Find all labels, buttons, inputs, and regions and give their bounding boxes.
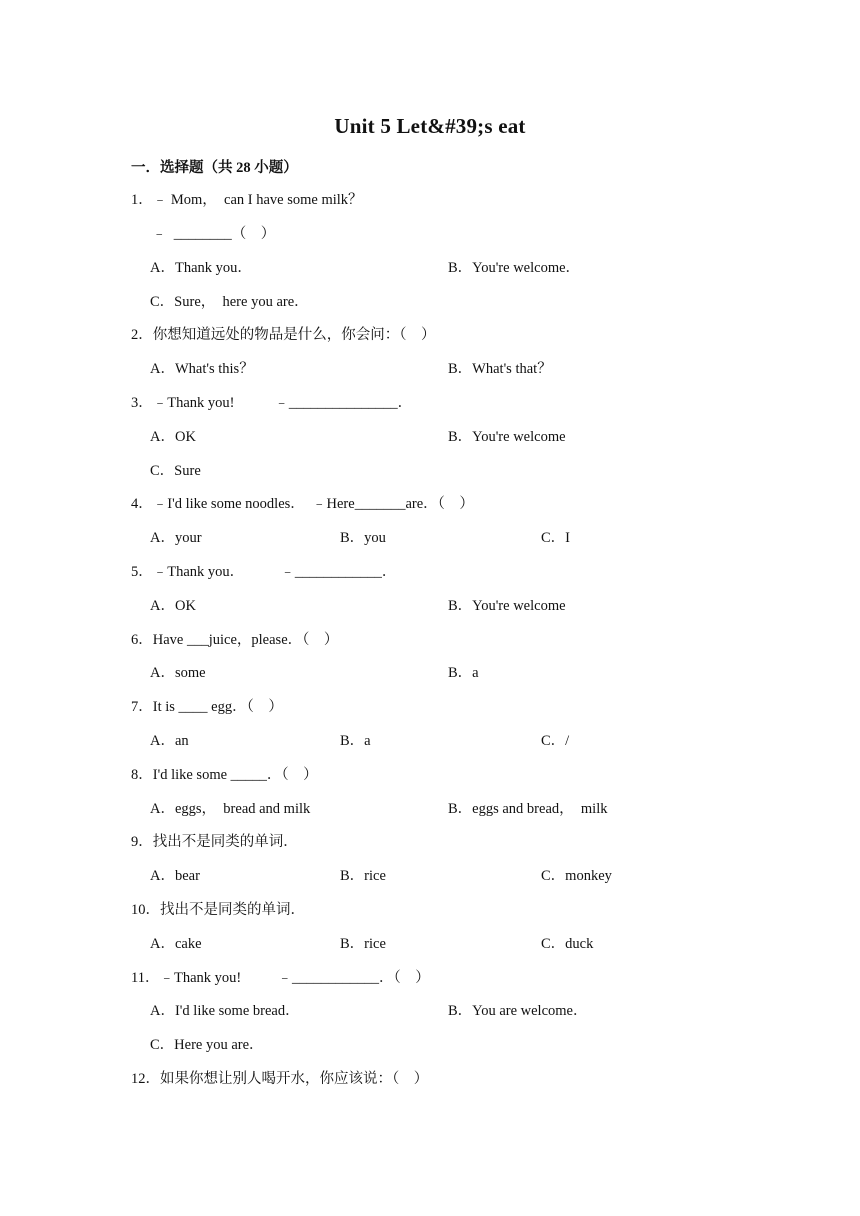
question-11-option-c: C．Here you are． [150,1037,264,1053]
question-8-option-a: A．eggs， bread and milk [150,801,311,817]
question-9-option-b: B．rice [340,868,386,884]
question-6-option-b: B．a [448,665,479,681]
question-10-option-b: B．rice [340,936,386,952]
question-4-option-a: A．your [150,530,202,546]
question-3-stem: 3．﹣Thank you! ﹣_______________． [131,395,413,411]
question-4-option-c: C．I [541,530,570,546]
question-3-option-a: A．OK [150,429,196,445]
question-1-option-b: B．You're welcome． [448,260,581,276]
page-title: Unit 5 Let&#39;s eat [334,114,526,138]
question-3-option-c: C．Sure [150,463,201,479]
question-7-stem: 7．It is ____ egg．（ ） [131,699,283,715]
section-heading: 一．选择题（共 28 小题） [131,160,298,176]
question-6-stem: 6．Have ___juice，please．（ ） [131,632,339,648]
question-9-option-c: C．monkey [541,868,612,884]
question-4-stem: 4．﹣I'd like some noodles． ﹣Here_______are．（ ） [131,496,474,512]
question-11-option-b: B．You are welcome． [448,1003,588,1019]
question-2-stem: 2．你想知道远处的物品是什么，你会问：（ ） [131,327,436,343]
question-7-option-b: B．a [340,733,371,749]
question-9-stem: 9．找出不是同类的单词． [131,834,298,850]
question-11-stem: 11．﹣Thank you! ﹣____________．（ ） [131,970,430,986]
question-3-option-b: B．You're welcome [448,429,566,445]
question-10-option-c: C．duck [541,936,594,952]
question-10-stem: 10．找出不是同类的单词． [131,902,305,918]
question-1-option-c: C．Sure， here you are． [150,294,309,310]
question-1-option-a: A．Thank you． [150,260,252,276]
question-1-stem-line2: ﹣ ________（ ） [152,226,276,242]
question-5-option-b: B．You're welcome [448,598,566,614]
question-9-option-a: A．bear [150,868,200,884]
question-1-stem: 1．﹣ Mom， can I have some milk？ [131,192,363,208]
question-7-option-a: A．an [150,733,189,749]
question-7-option-c: C．/ [541,733,570,749]
question-10-option-a: A．cake [150,936,202,952]
question-2-option-b: B．What's that？ [448,361,552,377]
question-11-option-a: A．I'd like some bread． [150,1003,300,1019]
question-6-option-a: A．some [150,665,206,681]
question-5-stem: 5．﹣Thank you． ﹣____________． [131,564,397,580]
question-8-option-b: B．eggs and bread， milk [448,801,608,817]
question-5-option-a: A．OK [150,598,196,614]
question-2-option-a: A．What's this？ [150,361,254,377]
question-8-stem: 8．I'd like some _____．（ ） [131,767,318,783]
question-12-stem: 12．如果你想让别人喝开水，你应该说：（ ） [131,1071,429,1087]
question-4-option-b: B．you [340,530,386,546]
